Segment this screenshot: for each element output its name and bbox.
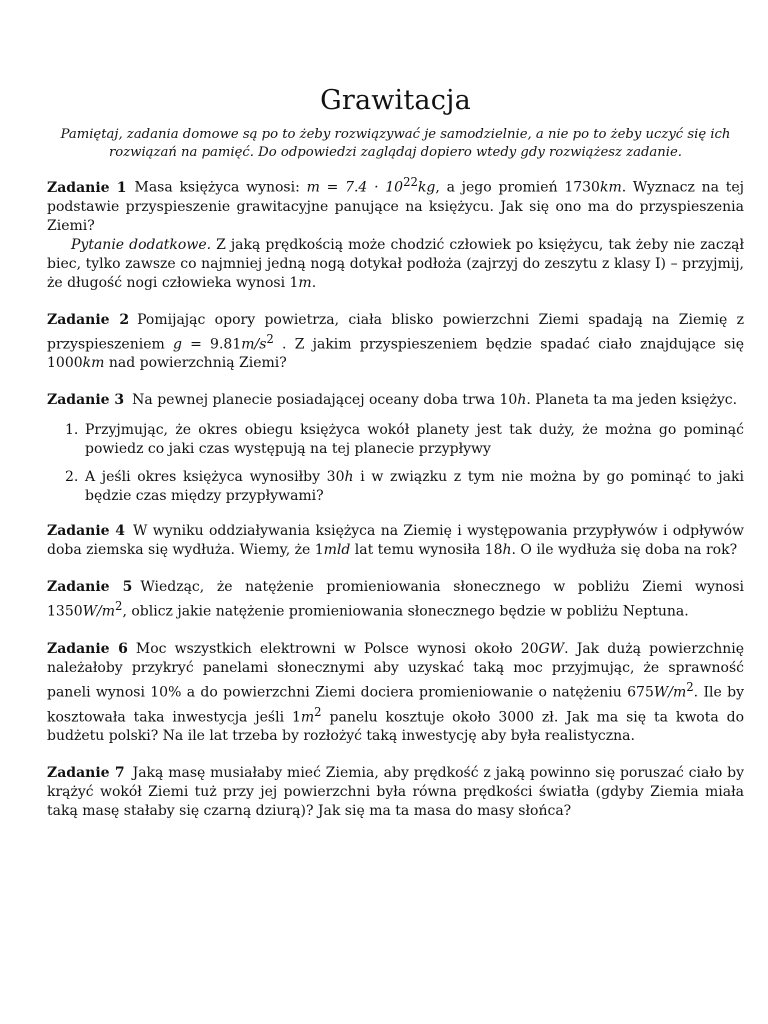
task-1-body: [47, 173, 744, 236]
task-5: [47, 578, 744, 622]
task-4-text-c: . O ile wydłuża się doba na rok?: [511, 542, 738, 559]
task-6-text-c: . Ile by kosztowała taka inwestycja jeśli 1: [47, 684, 744, 726]
task-1-math-exponent: 22: [403, 175, 418, 189]
task-1-unit-km: km: [599, 179, 622, 196]
task-1-extra-label: Pytanie dodatkowe.: [71, 236, 212, 253]
list-item-number: 2.: [65, 469, 79, 486]
task-3-label: Zadanie 3: [47, 392, 125, 409]
task-2-text-a: Pomijając opory powietrza, ciała blisko powierzchni Ziemi spadają na Ziemię z przyspieszeniem: [47, 311, 745, 353]
task-1-text-b: , a jego promień 1730: [435, 179, 600, 196]
task-3: [47, 391, 744, 506]
task-1-text-a: Masa księżyca wynosi:: [134, 179, 307, 196]
list-item: [65, 468, 744, 506]
task-4-unit-mld: mld: [323, 542, 351, 559]
document-page: [47, 0, 744, 821]
task-2-math-eq: = 9.81: [181, 336, 242, 353]
task-1-label: Zadanie 1: [47, 179, 127, 196]
task-1-math-mass: m = 7.4 · 10: [306, 179, 404, 196]
task-4-body: [47, 522, 744, 560]
task-6-unit-m: m: [300, 709, 315, 726]
task-1-extra-end: .: [311, 274, 317, 291]
task-4-label: Zadanie 4: [47, 523, 126, 540]
task-2-math-exponent: 2: [266, 331, 274, 346]
task-1-extra: [47, 236, 744, 293]
task-1-text-c: . Wyznacz na tej podstawie przyspieszenie grawitacyjne panujące na księżycu. Jak się ono ma do przyspieszenia Ziemi?: [47, 179, 744, 234]
list-item: [65, 421, 744, 459]
task-3-body: [47, 391, 744, 410]
task-6: [47, 640, 744, 746]
task-4-text-b: lat temu wynosiła 18: [350, 542, 503, 559]
task-3-sublist: [47, 421, 744, 506]
task-6-body: [47, 640, 744, 746]
task-5-text-b: , oblicz jakie natężenie promieniowania słonecznego będzie w pobliżu Neptuna.: [122, 603, 689, 620]
list-item-text-b: i w związku z tym nie można by go pominąć to jaki będzie czas między przypływami?: [85, 469, 744, 505]
task-2-math-g: g: [172, 336, 182, 353]
page-title: Grawitacja: [320, 85, 471, 116]
task-6-label: Zadanie 6: [47, 640, 128, 657]
task-1-extra-unit: m: [298, 274, 312, 291]
task-2-text-b: . Z jakim przyspieszeniem będzie spadać ciało znajdujące się 1000: [47, 336, 744, 372]
task-2-math-unit: m/s: [241, 336, 267, 353]
task-7-text: Jaką masę musiałaby mieć Ziemia, aby prędkość z jaką powinno się poruszać ciało by krążyć wokół Ziemi tuż przy jej powierzchni była równa prędkości światła (gdyby Ziemia miała taką masę stałaby się czarną dziurą)? Jak się ma ta masa do masy słońca?: [47, 765, 745, 820]
list-item-number: 1.: [65, 422, 79, 439]
task-6-unit-m-exponent: 2: [314, 704, 322, 719]
list-item-text-a: A jeśli okres księżyca wynosiłby 30: [85, 469, 345, 486]
task-4-text-a: W wyniku oddziaływania księżyca na Ziemię i występowania przypływów i odpływów doba ziemska się wydłuża. Wiemy, że 1: [47, 523, 744, 559]
task-5-unit-exponent: 2: [115, 599, 123, 614]
task-3-unit-h: h: [517, 392, 527, 409]
task-6-text-a: Moc wszystkich elektrowni w Polsce wynosi około 20: [135, 640, 539, 657]
list-item-text: Przyjmując, że okres obiegu księżyca wokół planety jest tak duży, że można go pominąć powiedz co jaki czas występują na tej planecie przypływy: [85, 422, 744, 458]
task-3-text-a: Na pewnej planecie posiadającej oceany doba trwa 10: [132, 392, 518, 409]
task-2-label: Zadanie 2: [47, 311, 130, 328]
task-1: [47, 173, 744, 293]
task-2: [47, 311, 744, 374]
task-2-text-c: nad powierzchnią Ziemi?: [104, 355, 287, 372]
task-4: [47, 522, 744, 560]
task-3-text-b: . Planeta ta ma jeden księżyc.: [526, 392, 738, 409]
task-5-unit: W/m: [82, 603, 116, 620]
task-6-unit-exponent: 2: [686, 679, 694, 694]
task-5-text-a: Wiedząc, że natężenie promieniowania słonecznego w pobliżu Ziemi wynosi 1350: [47, 579, 744, 620]
task-4-unit-h: h: [502, 542, 512, 559]
list-item-unit-h: h: [344, 469, 354, 486]
task-6-text-d: panelu kosztuje około 3000 zł. Jak ma się ta kwota do budżetu polski? Na ile lat trzeba by rozłożyć taką inwestycję aby była realistyczna.: [47, 709, 745, 745]
intro-note: Pamiętaj, zadania domowe są po to żeby rozwiązywać je samodzielnie, a nie po to żeby uczyć się ich rozwiązań na pamięć. Do odpowiedzi zaglądaj dopiero wtedy gdy rozwiążesz zadanie.: [60, 127, 731, 160]
task-1-extra-text: Z jaką prędkością może chodzić człowiek po księżycu, tak żeby nie zaczął biec, tylko zawsze co najmniej jedną nogą dotykał podłoża (zajrzyj do zeszytu z klasy I) – przyjmij, że długość nogi człowieka wynosi 1: [47, 236, 744, 291]
task-5-label: Zadanie 5: [47, 579, 133, 596]
task-2-body: [47, 311, 744, 374]
task-1-math-unit: kg: [417, 179, 436, 196]
task-6-unit-gw: GW: [538, 640, 565, 657]
task-6-text-b: . Jak dużą powierzchnię należałoby przykryć panelami słonecznymi aby uzyskać taką moc przyjmując, że sprawność paneli wynosi 10% a do powierzchni Ziemi dociera promieniowanie o natężeniu 675: [47, 640, 744, 701]
task-5-body: [47, 578, 744, 622]
task-6-unit: W/m: [653, 684, 687, 701]
task-7: [47, 764, 744, 821]
task-7-body: [47, 764, 744, 821]
task-7-label: Zadanie 7: [47, 765, 125, 782]
task-2-unit-km: km: [82, 355, 105, 372]
